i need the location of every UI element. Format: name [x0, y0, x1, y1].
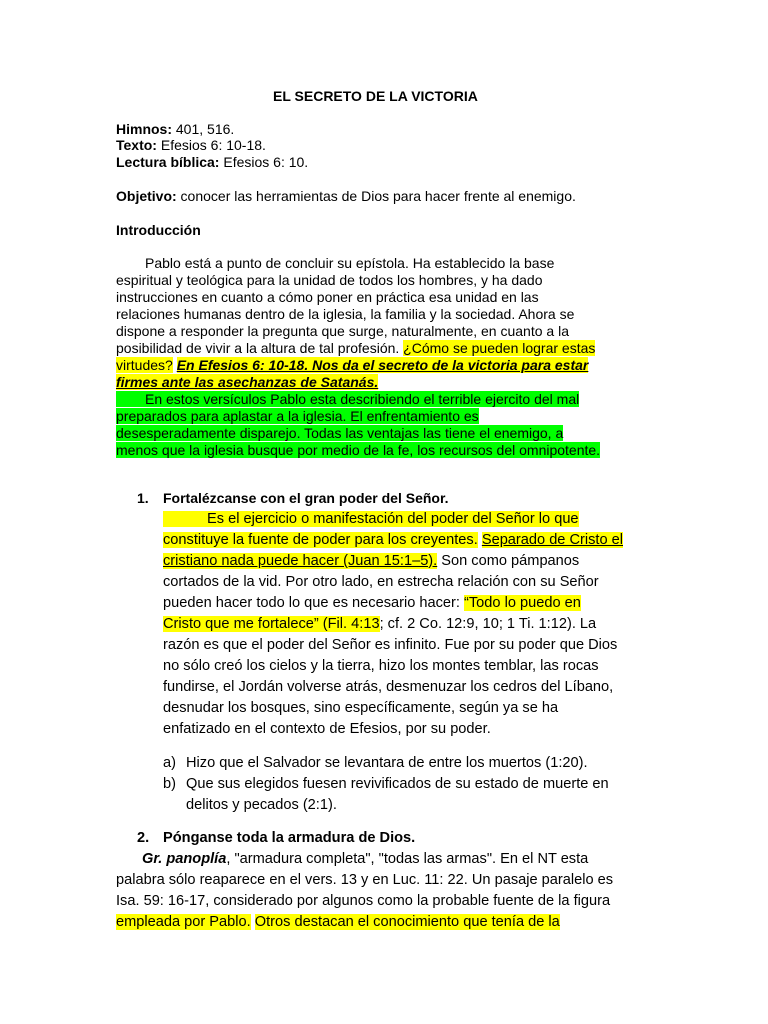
- s2-line-3: Isa. 59: 16-17, considerado por algunos como la probable fuente de la figura: [116, 893, 611, 909]
- section-1-number: 1.: [137, 490, 149, 506]
- intro-line-3: instrucciones en cuanto a cómo poner en práctica esa unidad en las: [116, 289, 539, 305]
- intro-heading: Introducción: [116, 222, 201, 238]
- himnos-line: [116, 121, 234, 138]
- intro-line-5: dispone a responder la pregunta que surge, naturalmente, en cuanto a la: [116, 323, 569, 339]
- green-highlight-1: En estos versículos Pablo esta describiendo el terrible ejercito del mal: [116, 391, 579, 407]
- s2-line-1: [142, 851, 588, 868]
- green-highlight-4: menos que la iglesia busque por medio de la fe, los recursos del omnipotente.: [116, 442, 601, 458]
- s1-highlight-4: cristiano nada puede hacer (Juan 15:1–5).: [163, 553, 438, 569]
- intro-line-6-text: posibilidad de vivir a la altura de tal profesión.: [116, 340, 404, 356]
- list-item-b-text-2: delitos y pecados (2:1).: [186, 797, 337, 813]
- key-statement-end: firmes ante las asechanzas de Satanás.: [116, 374, 379, 390]
- intro-line-7: [116, 357, 588, 374]
- list-item-b-text-1: Que sus elegidos fuesen revivificados de su estado de muerte en: [186, 776, 609, 792]
- s2-line-4: [116, 914, 560, 931]
- list-marker: b): [163, 776, 176, 792]
- question-highlight-end: virtudes?: [116, 357, 173, 373]
- list-item-b: [163, 776, 176, 793]
- question-highlight: ¿Cómo se pueden lograr estas: [403, 340, 596, 356]
- section-2-number: 2.: [137, 830, 150, 846]
- list-marker: a): [163, 755, 176, 771]
- lectura-line: [116, 154, 308, 171]
- lectura-value: Efesios 6: 10.: [219, 154, 309, 170]
- intro-line-8: [116, 374, 378, 391]
- intro-line-6: [116, 340, 595, 357]
- objetivo-line: [116, 188, 576, 205]
- document-title: EL SECRETO DE LA VICTORIA: [273, 88, 478, 104]
- texto-label: Texto:: [116, 137, 157, 153]
- objetivo-label: Objetivo:: [116, 188, 177, 204]
- intro-line-4: relaciones humanas dentro de la iglesia, la familia y la sociedad. Ahora se: [116, 306, 575, 322]
- s1-line-7: razón es que el poder del Señor es infinito. Fue por su poder que Dios: [163, 637, 618, 653]
- intro-p2-line-3: [116, 425, 563, 442]
- intro-line-1: Pablo está a punto de concluir su epístola. Ha establecido la base: [145, 255, 555, 271]
- s1-line-2: [163, 532, 623, 549]
- texto-value: Efesios 6: 10-18.: [156, 137, 266, 153]
- s1-line-5-text: pueden hacer todo lo que es necesario hacer:: [163, 595, 465, 611]
- s1-line-1: [163, 511, 579, 528]
- lectura-label: Lectura bíblica:: [116, 154, 220, 170]
- s1-line-4: cortados de la vid. Por otro lado, en estrecha relación con su Señor: [163, 574, 599, 590]
- intro-p2-line-2: [116, 408, 479, 425]
- intro-p2-line-1: [116, 391, 579, 408]
- s1-line-6: [163, 616, 596, 633]
- s2-highlight-2: Otros destacan el conocimiento que tenía de la: [254, 914, 560, 930]
- s2-highlight-1: empleada por Pablo.: [116, 914, 251, 930]
- himnos-value: 401, 516.: [172, 121, 235, 137]
- s1-highlight-1: Es el ejercicio o manifestación del poder del Señor lo que: [163, 511, 579, 527]
- s1-line-3: [163, 553, 579, 570]
- s2-line-2: palabra sólo reaparece en el vers. 13 y en Luc. 11: 22. Un pasaje paralelo es: [116, 872, 614, 888]
- s1-line-3-text: Son como pámpanos: [437, 553, 580, 569]
- s1-line-11: enfatizado en el contexto de Efesios, por su poder.: [163, 721, 491, 737]
- section-2-heading: Pónganse toda la armadura de Dios.: [163, 830, 416, 846]
- s1-line-10: desnudar los bosques, sino específicamente, según ya se ha: [163, 700, 559, 716]
- s1-highlight-6: Cristo que me fortalece” (Fil. 4:13: [163, 616, 380, 632]
- intro-line-2: espiritual y teológica para la unidad de todos los hombres, y ha dado: [116, 272, 543, 288]
- s1-highlight-5: “Todo lo puedo en: [464, 595, 581, 611]
- s1-line-5: [163, 595, 581, 612]
- intro-p2-line-4: [116, 442, 600, 459]
- texto-line: [116, 137, 266, 154]
- himnos-label: Himnos:: [116, 121, 172, 137]
- list-item-a: [163, 755, 176, 772]
- s1-line-9: fundirse, el Jordán volverse atrás, desmenuzar los cedros del Líbano,: [163, 679, 614, 695]
- s1-highlight-2: constituye la fuente de poder para los creyentes.: [163, 532, 478, 548]
- list-item-a-text: Hizo que el Salvador se levantara de entre los muertos (1:20).: [186, 755, 588, 771]
- s1-line-6-text: ; cf. 2 Co. 12:9, 10; 1 Ti. 1:12). La: [379, 616, 597, 632]
- section-1-heading: Fortalézcanse con el gran poder del Señor.: [163, 490, 449, 506]
- green-highlight-3: desesperadamente disparejo. Todas las ventajas las tiene el enemigo, a: [116, 425, 564, 441]
- s1-line-8: no sólo creó los cielos y la tierra, hizo los montes temblar, las rocas: [163, 658, 599, 674]
- s2-greek-term: Gr. panoplía: [142, 851, 227, 867]
- green-highlight-2: preparados para aplastar a la iglesia. El enfrentamiento es: [116, 408, 479, 424]
- s1-highlight-3: Separado de Cristo el: [481, 532, 623, 548]
- key-statement: En Efesios 6: 10-18. Nos da el secreto de la victoria para estar: [176, 357, 589, 373]
- s2-line-1-text: , "armadura completa", "todas las armas". En el NT esta: [226, 851, 589, 867]
- objetivo-value: conocer las herramientas de Dios para hacer frente al enemigo.: [176, 188, 576, 204]
